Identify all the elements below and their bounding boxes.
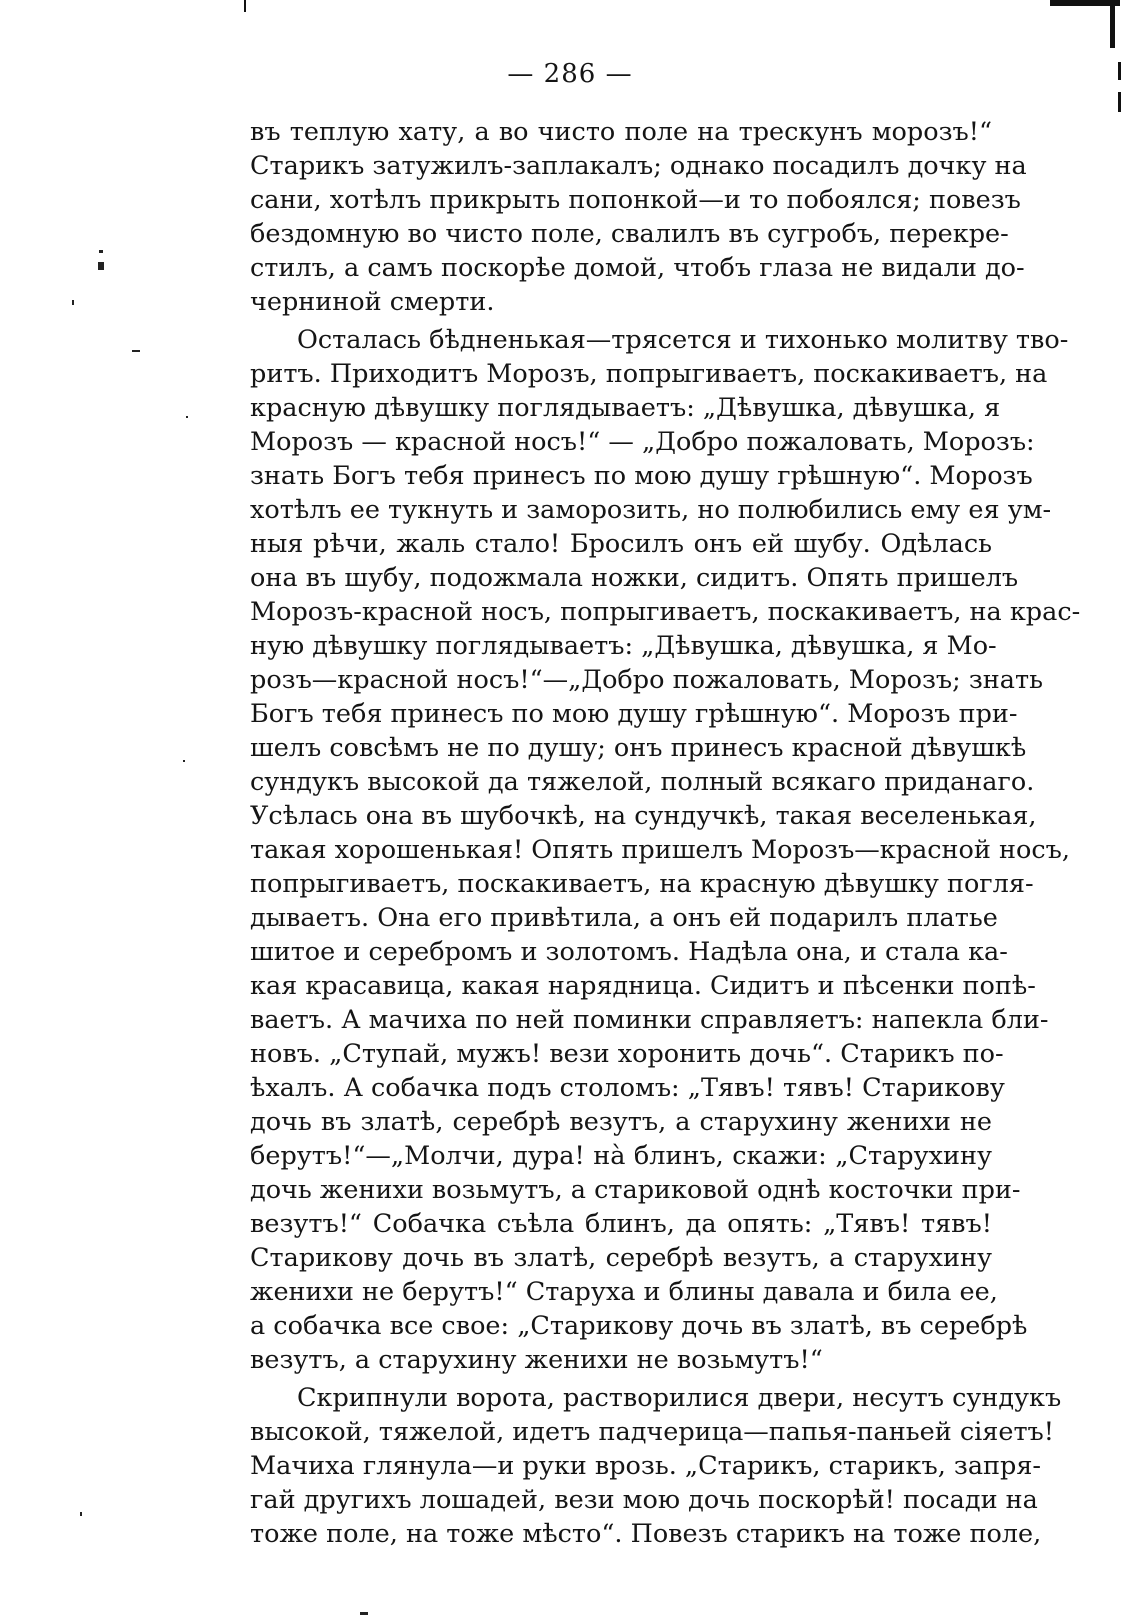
text-line: Богъ тебя принесъ по мою душу грѣшную“. Морозъ при-	[250, 699, 1018, 729]
text-line: она въ шубу, подожмала ножки, сидитъ. Опять пришелъ	[250, 563, 1019, 593]
text-line: везутъ!“ Собачка съѣла блинъ, да опять: „Тявъ! тявъ!	[250, 1209, 992, 1239]
scan-speck	[80, 1512, 82, 1516]
scan-speck	[183, 760, 185, 762]
text-line: розъ—красной носъ!“—„Добро пожаловать, Морозъ; знать	[250, 665, 1043, 695]
text-line: дочь въ златѣ, серебрѣ везутъ, а старухину женихи не	[250, 1107, 992, 1137]
text-line: стилъ, а самъ поскорѣе домой, чтобъ глаза не видали до-	[250, 253, 1025, 283]
text-line: шитое и серебромъ и золотомъ. Надѣла она, и стала ка-	[250, 937, 1008, 967]
text-line: красную дѣвушку поглядываетъ: „Дѣвушка, дѣвушка, я	[250, 393, 1001, 423]
page-number: — 286 —	[507, 59, 633, 89]
text-line: Морозъ — красной носъ!“ — „Добро пожаловать, Морозъ:	[250, 427, 1035, 457]
text-line: шелъ совсѣмъ не по душу; онъ принесъ красной дѣвушкѣ	[250, 733, 1027, 763]
text-line: тоже поле, на тоже мѣсто“. Повезъ старикъ на тоже поле,	[250, 1519, 1042, 1549]
scan-speck	[132, 350, 140, 352]
text-line: а собачка все свое: „Старикову дочь въ златѣ, въ серебрѣ	[250, 1311, 1028, 1341]
text-line: Осталась бѣдненькая—трясется и тихонько молитву тво-	[297, 325, 1069, 355]
text-line: Усѣлась она въ шубочкѣ, на сундучкѣ, такая веселенькая,	[250, 801, 1037, 831]
scan-speck	[186, 416, 188, 418]
text-line: Скрипнули ворота, растворилися двери, несутъ сундукъ	[297, 1383, 1062, 1413]
text-line: дочь женихи возьмутъ, а стариковой однѣ косточки при-	[250, 1175, 1021, 1205]
text-line: сани, хотѣлъ прикрыть попонкой—и то побоялся; повезъ	[250, 185, 1021, 215]
text-line: въ теплую хату, а во чисто поле на трескунъ морозъ!“	[250, 117, 992, 147]
text-line: Старикъ затужилъ-заплакалъ; однако посадилъ дочку на	[250, 151, 1027, 181]
text-line: высокой, тяжелой, идетъ падчерица—папья-паньей сіяетъ!	[250, 1417, 1055, 1447]
text-line: Мачиха глянула—и руки врозь. „Старикъ, старикъ, запря-	[250, 1451, 1042, 1481]
text-line: ныя рѣчи, жаль стало! Бросилъ онъ ей шубу. Одѣлась	[250, 529, 992, 559]
text-line: везутъ, а старухину женихи не возьмутъ!“	[250, 1345, 823, 1375]
scan-edge-mark	[1110, 0, 1115, 48]
text-line: хотѣлъ ее тукнуть и заморозить, но полюбились ему ея ум-	[250, 495, 1052, 525]
scan-edge-mark	[1118, 62, 1121, 80]
text-line: сундукъ высокой да тяжелой, полный всякаго приданаго.	[250, 767, 1035, 797]
text-line: ную дѣвушку поглядываетъ: „Дѣвушка, дѣвушка, я Мо-	[250, 631, 997, 661]
text-line: такая хорошенькая! Опять пришелъ Морозъ—красной носъ,	[250, 835, 1070, 865]
scan-speck	[360, 1612, 368, 1615]
text-line: попрыгиваетъ, поскакиваетъ, на красную дѣвушку погля-	[250, 869, 1034, 899]
scan-speck	[72, 300, 74, 305]
text-line: знать Богъ тебя принесъ по мою душу грѣшную“. Морозъ	[250, 461, 1033, 491]
scan-speck	[99, 250, 103, 253]
text-line: черниной смерти.	[250, 287, 495, 317]
scan-speck	[98, 262, 104, 270]
text-line: Морозъ-красной носъ, попрыгиваетъ, поскакиваетъ, на крас-	[250, 597, 1081, 627]
text-line: бездомную во чисто поле, свалилъ въ сугробъ, перекре-	[250, 219, 1009, 249]
text-line: ѣхалъ. А собачка подъ столомъ: „Тявъ! тявъ! Старикову	[250, 1073, 1005, 1103]
scan-edge-mark	[1118, 92, 1121, 112]
text-line: дываетъ. Она его привѣтила, а онъ ей подарилъ платье	[250, 903, 998, 933]
text-line: женихи не берутъ!“ Старуха и блины давала и била ее,	[250, 1277, 998, 1307]
text-line: гай другихъ лошадей, вези мою дочь поскорѣй! посади на	[250, 1485, 1038, 1515]
text-line: Старикову дочь въ златѣ, серебрѣ везутъ, а старухину	[250, 1243, 992, 1273]
scan-edge-mark	[244, 0, 246, 12]
text-line: ритъ. Приходитъ Морозъ, попрыгиваетъ, поскакиваетъ, на	[250, 359, 1048, 389]
text-line: берутъ!“—„Молчи, дура! нà блинъ, скажи: „Старухину	[250, 1141, 992, 1171]
text-line: новъ. „Ступай, мужъ! вези хоронить дочь“. Старикъ по-	[250, 1039, 1004, 1069]
text-line: кая красавица, какая нарядница. Сидитъ и пѣсенки попѣ-	[250, 971, 1036, 1001]
text-line: ваетъ. А мачиха по ней поминки справляетъ: напекла бли-	[250, 1005, 1049, 1035]
